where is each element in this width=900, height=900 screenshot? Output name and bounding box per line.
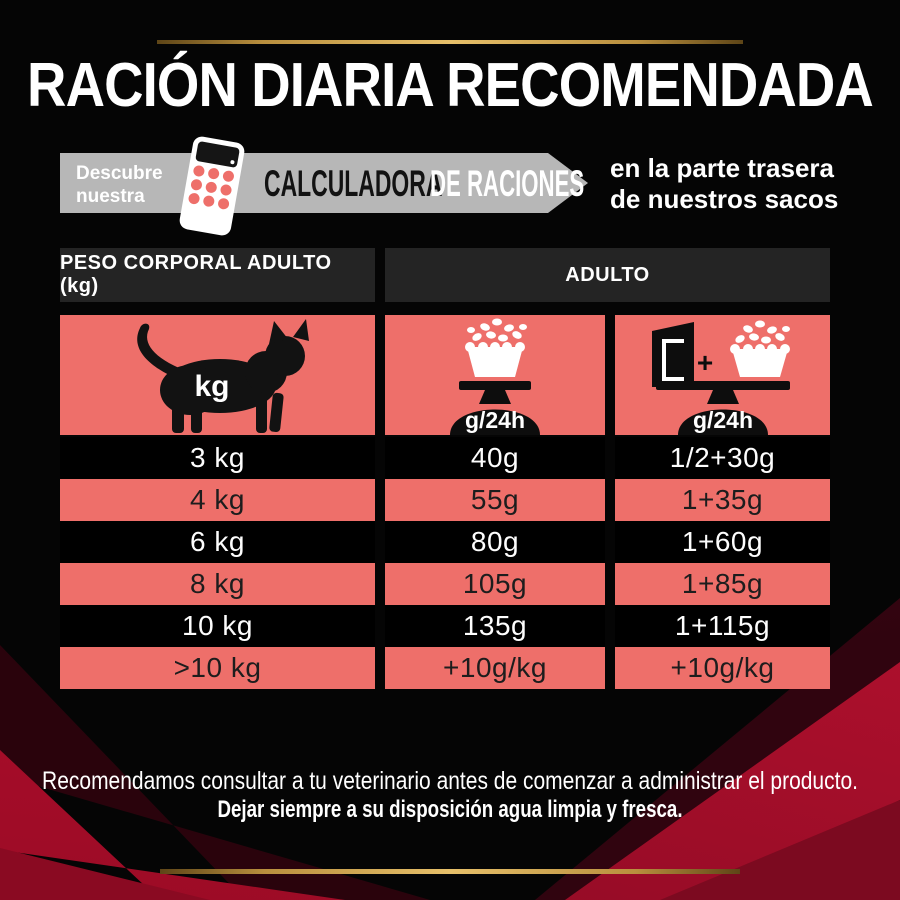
weight-value: 8 kg [60, 563, 375, 605]
dry-food-cell [385, 315, 605, 435]
water-advice-text: Dejar siempre a su disposición agua limpia y fresca. [217, 796, 683, 823]
calculator-screen [195, 141, 240, 168]
plus-sign: + [696, 347, 713, 378]
weight-value: 10 kg [60, 605, 375, 647]
calculator-icon [178, 135, 246, 237]
dry-scale-label: g/24h [464, 407, 526, 433]
weight-value: 3 kg [60, 437, 375, 479]
mixed-scale-label: g/24h [692, 407, 753, 433]
mixed-value: 1/2+30g [615, 437, 830, 479]
table-row [60, 521, 830, 563]
discover-label: Descubre nuestra [76, 163, 163, 207]
bag-location-line2: de nuestros sacos [610, 184, 839, 214]
vet-advice-text: Recomendamos consultar a tu veterinario antes de comenzar a administrar el producto. [42, 767, 858, 795]
weight-value: 6 kg [60, 521, 375, 563]
gold-divider-top [157, 40, 743, 44]
cat-icon [98, 316, 338, 434]
mixed-value: 1+35g [615, 479, 830, 521]
bag-location-line1: en la parte trasera [610, 153, 835, 183]
gold-divider-bottom [160, 869, 740, 874]
table-row [60, 605, 830, 647]
scale-dry-bowl-icon [425, 315, 565, 435]
dry-value: +10g/kg [385, 647, 605, 689]
page-title: RACIÓN DIARIA RECOMENDADA [27, 51, 873, 120]
bag-location-text [610, 153, 838, 215]
kg-unit-label: kg [193, 370, 230, 403]
mixed-value: +10g/kg [615, 647, 830, 689]
calculator-keys [188, 165, 236, 211]
header-body-weight: PESO CORPORAL ADULTO (kg) [60, 248, 375, 302]
table-row [60, 437, 830, 479]
table-row [60, 647, 830, 689]
cat-weight-cell [60, 315, 375, 435]
dry-value: 105g [385, 563, 605, 605]
table-row [60, 479, 830, 521]
table-row [60, 563, 830, 605]
dry-value: 40g [385, 437, 605, 479]
mixed-food-cell [615, 315, 830, 435]
mixed-value: 1+85g [615, 563, 830, 605]
mixed-value: 1+115g [615, 605, 830, 647]
weight-value: >10 kg [60, 647, 375, 689]
header-adulto: ADULTO [385, 248, 830, 302]
scale-pouch-bowl-icon [628, 315, 818, 435]
de-raciones-label: DE RACIONES [430, 163, 585, 204]
dry-value: 80g [385, 521, 605, 563]
mixed-value: 1+60g [615, 521, 830, 563]
calculadora-label: CALCULADORA [264, 163, 443, 204]
weight-value: 4 kg [60, 479, 375, 521]
dry-value: 55g [385, 479, 605, 521]
dry-value: 135g [385, 605, 605, 647]
